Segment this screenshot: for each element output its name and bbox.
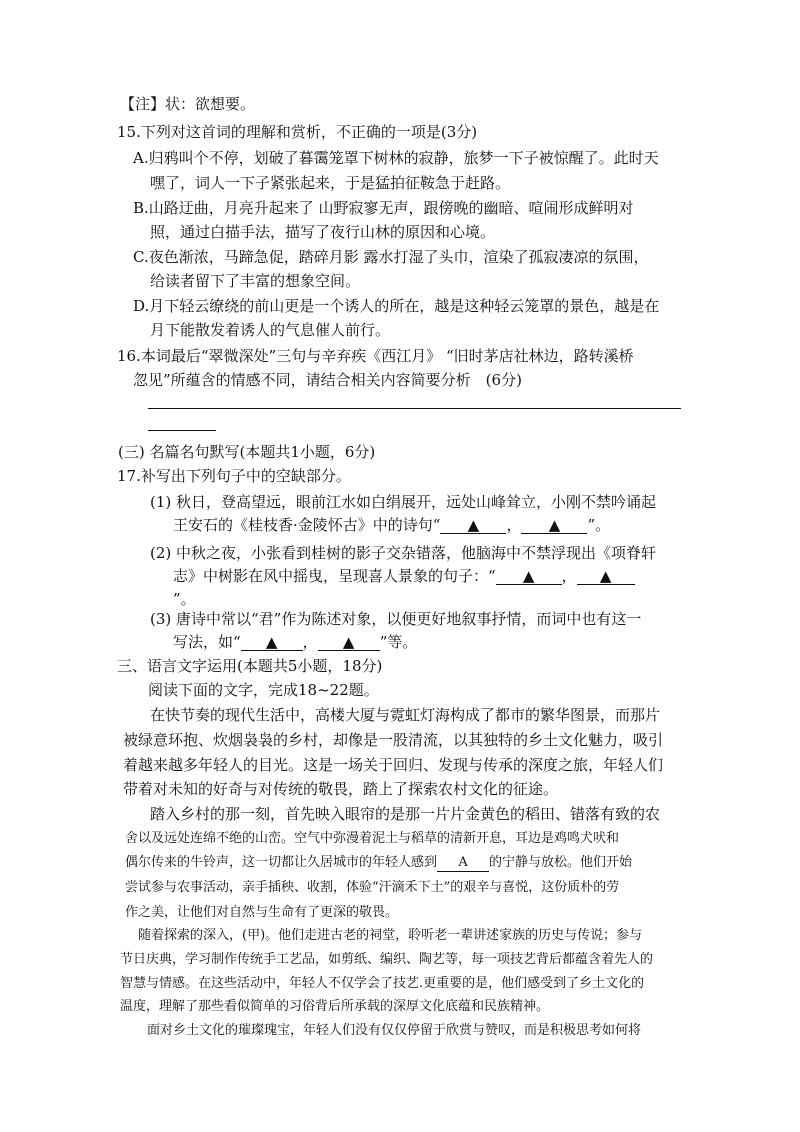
option-a-line-1: A.归鸦叫个不停，划破了暮霭笼罩下树林的寂静，旅梦一下子被惊醒了。此时天 <box>133 149 659 167</box>
passage-p3-line-4: 温度，理解了那些看似简单的习俗背后所承载的深厚文化底蕴和民族精神。 <box>120 999 550 1014</box>
option-b-line-1: B.山路迂曲，月亮升起来了 山野寂寥无声，跟傍晚的幽暗、喧闹形成鲜明对 <box>133 199 634 217</box>
option-a-line-2: 嘿了，词人一下子紧张起来，于是猛拍征鞍急于赶路。 <box>150 174 511 192</box>
fill-blank-4: ▲ <box>577 568 635 585</box>
note-line: 【注】状：欲想要。 <box>120 95 256 113</box>
q17-1-line-1: (1) 秋日，登高望远，眼前江水如白绢展开，远处山峰耸立，小刚不禁吟诵起 <box>150 493 657 511</box>
question-16-line-1: 16.本词最后“翠微深处”三句与辛弃疾《西江月》 “旧时茅店社林边，路转溪桥 <box>117 347 634 365</box>
fill-blank-3: ▲ <box>496 568 562 585</box>
passage-p2-line-5: 作之美，让他们对自然与生命有了更深的敬畏。 <box>125 905 399 920</box>
fill-blank-5: ▲ <box>241 634 303 651</box>
q17-3-line-1: (3) 唐诗中常以“君”作为陈述对象，以便更好地叙事抒情，而词中也有这一 <box>150 610 642 628</box>
q17-2-line-2: 志》中树影在风中摇曳，呈现喜人景象的句子：“ ▲ ， ▲ <box>173 566 635 586</box>
passage-p2-line-3: 偶尔传来的牛铃声，这一切都让久居城市的年轻人感到 A 的宁静与放松。他们开始 <box>125 855 633 870</box>
question-15-stem: 15.下列对这首词的理解和赏析，不正确的一项是(3分) <box>117 123 478 141</box>
passage-p3-line-1: 随着探索的深入，(甲)。他们走进古老的祠堂，聆听老一辈讲述家族的历史与传说；参与 <box>138 928 643 943</box>
passage-p3-line-2: 节日庆典，学习制作传统手工艺品，如剪纸、编织、陶艺等，每一项技艺背后都蕴含着先人的 <box>120 952 654 967</box>
passage-p2-line-1: 踏入乡村的那一刻，首先映入眼帘的是那一片片金黄色的稻田、错落有致的农 <box>150 805 661 823</box>
section-language-heading: 三、语言文字运用(本题共5小题，18分) <box>117 657 383 675</box>
passage-p1-line-4: 带着对未知的好奇与对传统的敬畏，踏上了探索农村文化的征途。 <box>123 780 559 798</box>
passage-p2-line-4: 尝试参与农事活动，亲手插秧、收割，体验“汗滴禾下土”的艰辛与喜悦，这份质朴的劳 <box>125 880 620 895</box>
option-c-line-2: 给读者留下了丰富的想象空间。 <box>150 272 361 290</box>
question-17-stem: 17.补写出下列句子中的空缺部分。 <box>117 467 351 485</box>
passage-p1-line-2: 被绿意环抱、炊烟袅袅的乡村，却像是一股清流，以其独特的乡土文化魅力，吸引 <box>123 731 664 749</box>
option-d-line-1: D.月下轻云缭绕的前山更是一个诱人的所在，越是这种轻云笼罩的景色，越是在 <box>133 297 660 315</box>
reading-instruction: 阅读下面的文字，完成18~22题。 <box>148 681 379 699</box>
fill-blank-1: ▲ <box>440 517 506 534</box>
fill-blank-a: A <box>437 855 489 872</box>
option-b-line-2: 照，通过白描手法，描写了夜行山林的原因和心境。 <box>150 223 496 241</box>
answer-line-1 <box>148 408 681 409</box>
fill-blank-6: ▲ <box>318 634 380 651</box>
passage-p1-line-1: 在快节奏的现代生活中，高楼大厦与霓虹灯海构成了都市的繁华图景，而那片 <box>150 706 661 724</box>
passage-p3-line-3: 智慧与情感。在这些活动中，年轻人不仅学会了技艺.更重要的是，他们感受到了乡土文化的 <box>120 976 645 991</box>
q17-2-line-1: (2) 中秋之夜，小张看到桂树的影子交杂错落，他脑海中不禁浮现出《项脊轩 <box>150 544 657 562</box>
q17-2-line-3: ”。 <box>173 590 196 608</box>
q17-1-line-2: 王安石的《桂枝香·金陵怀古》中的诗句“ ▲ ， ▲ ”。 <box>173 516 611 534</box>
answer-line-2 <box>148 430 216 431</box>
section-3-heading: (三) 名篇名句默写(本题共1小题，6分) <box>118 443 376 461</box>
fill-blank-2: ▲ <box>521 517 587 534</box>
option-d-line-2: 月下能散发着诱人的气息催人前行。 <box>150 321 391 339</box>
question-16-line-2: 忽见”所蕴含的情感不同，请结合相关内容简要分析 (6分) <box>133 371 522 389</box>
passage-p1-line-3: 着越来越多年轻人的目光。这是一场关于回归、发现与传承的深度之旅，年轻人们 <box>123 756 664 774</box>
passage-p4-line-1: 面对乡土文化的璀璨瑰宝，年轻人们没有仅仅停留于欣赏与赞叹，而是积极思考如何将 <box>147 1023 642 1038</box>
passage-p2-line-2: 舍以及远处连绵不绝的山峦。空气中弥漫着泥土与稻草的清新开息，耳边是鸡鸣犬吠和 <box>125 831 620 846</box>
option-c-line-1: C.夜色渐浓，马蹄急促，踏碎月影 露水打湿了头巾，渲染了孤寂凄凉的氛围， <box>133 248 649 266</box>
q17-3-line-2: 写法，如“ ▲ ， ▲ ”等。 <box>173 633 418 651</box>
